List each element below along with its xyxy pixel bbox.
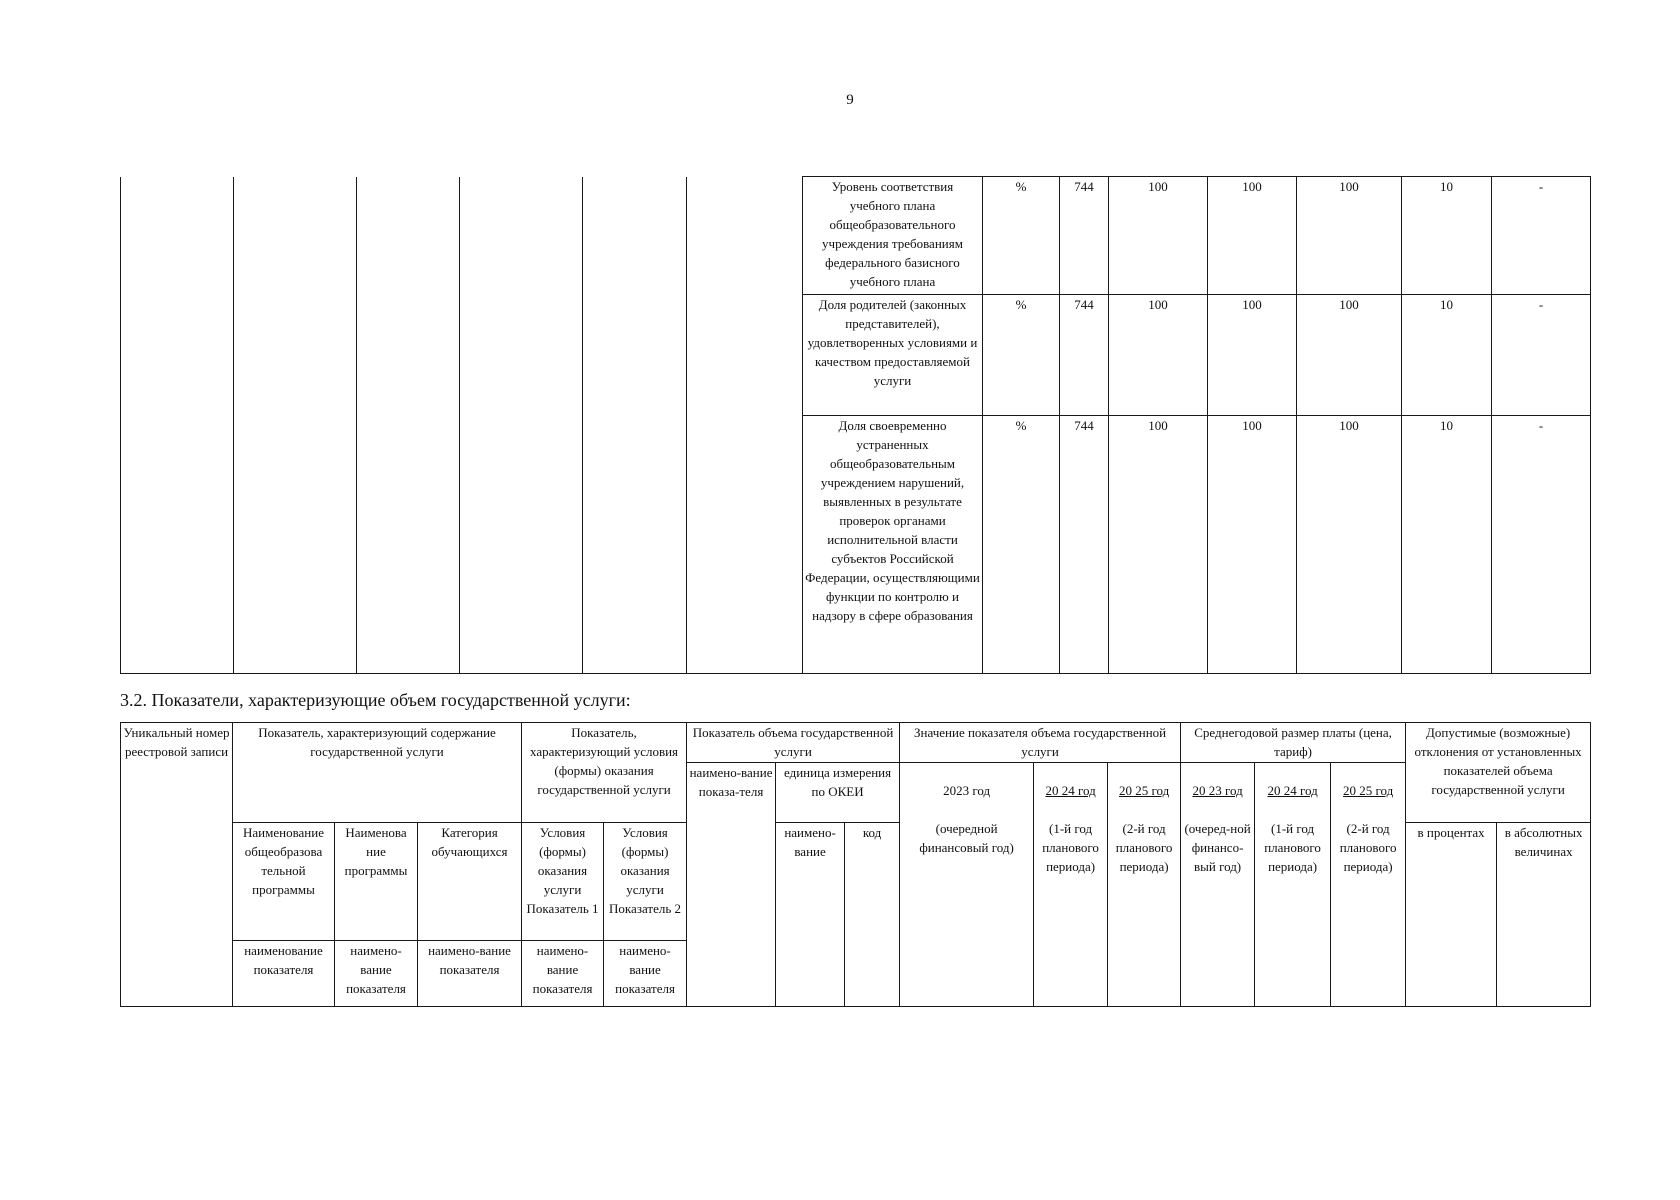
deviation-percent: 10 [1402,177,1492,295]
value-2024: 100 [1208,177,1297,295]
fee-2023-note: (очеред-ной финансо-вый год) [1184,821,1251,874]
value-2025: 100 [1297,295,1402,416]
empty-cell [234,177,357,674]
value-2023: 100 [1109,416,1208,674]
fee-2025-label: 20 25 год [1342,783,1394,798]
header-year-2025 [1108,763,1181,1007]
header-category: Категория обучающихся [418,823,522,941]
header-unit-code: код [845,823,900,1007]
header-unique-number: Уникальный номер реестровой записи [121,723,233,1007]
header-condition-1: Условия (формы) оказания услуги Показатель 1 [522,823,604,941]
quality-indicators-table [120,176,1591,674]
deviation-percent: 10 [1402,416,1492,674]
header-fee-2024 [1255,763,1331,1007]
unit-cell: % [983,295,1060,416]
year-2023-note: (очередной финансовый год) [919,821,1014,855]
year-2024-label: 20 24 год [1045,783,1096,798]
table-row [121,723,1591,763]
year-2023-label: 2023 год [943,783,991,798]
header-program-name: Наименование общеобразова тельной программы [233,823,335,941]
value-2023: 100 [1109,295,1208,416]
header-condition-2: Условия (формы) оказания услуги Показатель 2 [604,823,687,941]
header-conditions-indicator: Показатель, характеризующий условия (формы) оказания государственной услуги [522,723,687,823]
empty-cell [583,177,687,674]
empty-cell [357,177,460,674]
indicator-name: Доля родителей (законных представителей), удовлетворенных условиями и качеством предоставляемой услуги [803,295,983,416]
value-2024: 100 [1208,416,1297,674]
unit-cell: % [983,177,1060,295]
header-indicator-name-2: наимено-вание показателя [335,941,418,1007]
okei-cell: 744 [1060,177,1109,295]
year-2025-label: 20 25 год [1118,783,1170,798]
deviation-percent: 10 [1402,295,1492,416]
header-average-fee: Среднегодовой размер платы (цена, тариф) [1181,723,1406,763]
indicator-name: Уровень соответствия учебного плана общеобразовательного учреждения требованиям федерального базисного учебного плана [803,177,983,295]
header-fee-2025 [1331,763,1406,1007]
fee-2024-label: 20 24 год [1267,783,1318,798]
header-deviations: Допустимые (возможные) отклонения от установленных показателей объема государственной услуги [1406,723,1591,823]
empty-cell [687,177,803,674]
header-year-2024 [1034,763,1108,1007]
header-in-percent: в процентах [1406,823,1497,1007]
header-content-indicator: Показатель, характеризующий содержание государственной услуги [233,723,522,823]
header-volume-indicator: Показатель объема государственной услуги [687,723,900,763]
header-indicator-name-4: наимено-вание показателя [522,941,604,1007]
deviation-absolute: - [1492,295,1591,416]
deviation-absolute: - [1492,177,1591,295]
header-indicator-name: наимено-вание показа-теля [687,763,776,1007]
fee-2023-label: 20 23 год [1192,783,1243,798]
header-in-absolute: в абсолютных величинах [1497,823,1591,1007]
deviation-absolute: - [1492,416,1591,674]
header-volume-value: Значение показателя объема государственной услуги [900,723,1181,763]
empty-cell [460,177,583,674]
unit-cell: % [983,416,1060,674]
year-2025-note: (2-й год планового периода) [1115,821,1173,874]
indicator-name: Доля своевременно устраненных общеобразовательным учреждением нарушений, выявленных в результате проверок органами исполнительной власти субъектов Российской Федерации, осуществляющими функции по контролю и надзору в сфере образования [803,416,983,674]
header-indicator-name-5: наимено-вание показателя [604,941,687,1007]
header-year-2023 [900,763,1034,1007]
volume-indicators-table [120,722,1591,1007]
fee-2024-note: (1-й год планового периода) [1264,821,1321,874]
page-number: 9 [846,92,854,108]
value-2024: 100 [1208,295,1297,416]
header-indicator-name-3: наимено-вание показателя [418,941,522,1007]
okei-cell: 744 [1060,416,1109,674]
empty-cell [121,177,234,674]
header-program: Наименова ние программы [335,823,418,941]
header-unit-name: наимено-вание [776,823,845,1007]
header-unit-okei: единица измерения по ОКЕИ [776,763,900,823]
value-2025: 100 [1297,177,1402,295]
value-2025: 100 [1297,416,1402,674]
okei-cell: 744 [1060,295,1109,416]
year-2024-note: (1-й год планового периода) [1042,821,1099,874]
table-row [121,177,1591,295]
section-heading: 3.2. Показатели, характеризующие объем государственной услуги: [120,690,631,710]
header-fee-2023 [1181,763,1255,1007]
header-indicator-name-1: наименование показателя [233,941,335,1007]
fee-2025-note: (2-й год планового периода) [1339,821,1397,874]
value-2023: 100 [1109,177,1208,295]
